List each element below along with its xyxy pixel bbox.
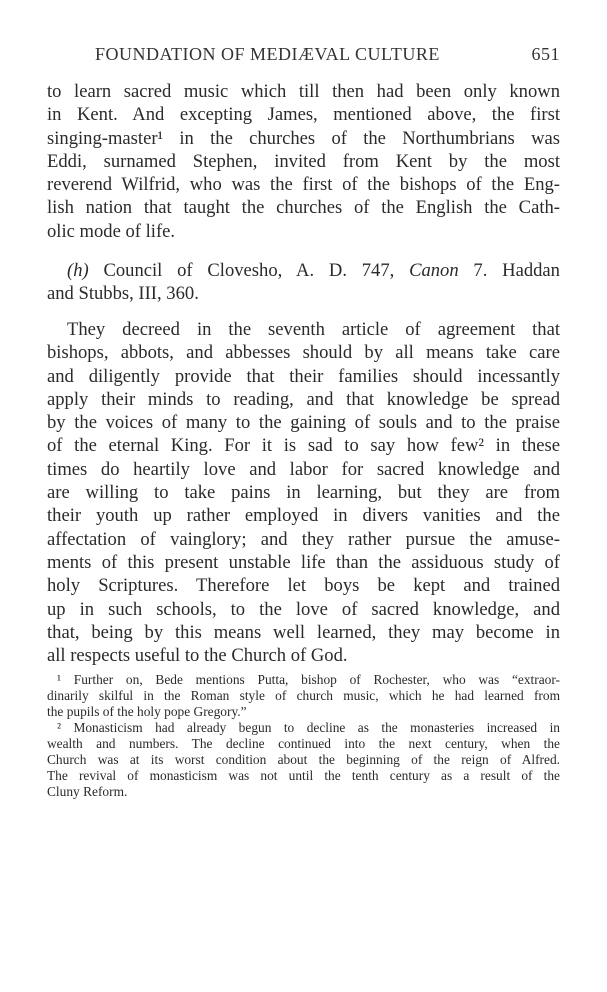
footnote-line: The revival of monasticism was not until the tenth century as a result of the bbox=[47, 768, 560, 783]
text-line bbox=[47, 259, 560, 282]
text-line: times do heartily love and labor for sacred knowledge and bbox=[47, 458, 560, 480]
footnote-line: the pupils of the holy pope Gregory.” bbox=[47, 704, 247, 719]
footnote-line: dinarily skilful in the Roman style of church music, which he had learned from bbox=[47, 688, 560, 703]
text-line: reverend Wilfrid, who was the first of the bishops of the Eng- bbox=[47, 174, 560, 196]
paragraph-2-source bbox=[47, 259, 560, 306]
canon-label: Canon bbox=[409, 260, 459, 281]
text-line: ments of this present unstable life than the assiduous study of bbox=[47, 551, 560, 573]
text-line: apply their minds to reading, and that knowledge be spread bbox=[47, 388, 560, 410]
text-line: singing-master¹ in the churches of the Northumbrians was bbox=[47, 127, 560, 149]
paragraph-1 bbox=[47, 80, 560, 243]
section-label: (h) bbox=[67, 260, 89, 281]
footnote-line: ¹ Further on, Bede mentions Putta, bishop of Rochester, who was “extraor- bbox=[57, 672, 560, 687]
text-line: holy Scriptures. Therefore let boys be kept and trained bbox=[47, 575, 560, 597]
running-title: FOUNDATION OF MEDIÆVAL CULTURE bbox=[95, 44, 440, 64]
text-line: olic mode of life. bbox=[47, 220, 176, 242]
text-line: their youth up rather employed in divers vanities and the bbox=[47, 505, 560, 527]
footnote-1 bbox=[47, 672, 560, 720]
text-line: and diligently provide that their families should incessantly bbox=[47, 365, 560, 387]
source-text: Council of Clovesho, A. D. 747, bbox=[88, 260, 410, 281]
footnote-line: Church was at its worst condition about the beginning of the reign of Alfred. bbox=[47, 752, 560, 767]
text-line: bishops, abbots, and abbesses should by all means take care bbox=[47, 342, 560, 364]
text-line: all respects useful to the Church of God. bbox=[47, 645, 348, 667]
text-line: up in such schools, to the love of sacred knowledge, and bbox=[47, 598, 560, 620]
text-line: and Stubbs, III, 360. bbox=[47, 283, 199, 305]
text-line: lish nation that taught the churches of the English the Cath- bbox=[47, 197, 560, 219]
text-line: by the voices of many to the gaining of souls and to the praise bbox=[47, 412, 560, 434]
text-line: Eddi, surnamed Stephen, invited from Kent by the most bbox=[47, 150, 560, 172]
footnote-line: ² Monasticism had already begun to decline as the monasteries increased in bbox=[57, 720, 560, 735]
text-line: are willing to take pains in learning, but they are from bbox=[47, 482, 560, 504]
footnote-line: Cluny Reform. bbox=[47, 784, 128, 799]
footnote-line: wealth and numbers. The decline continued into the next century, when the bbox=[47, 736, 560, 751]
source-text: 7. Haddan bbox=[458, 260, 560, 281]
text-line: affectation of vainglory; and they rather pursue the amuse- bbox=[47, 528, 560, 550]
paragraph-3 bbox=[47, 318, 560, 667]
text-line: to learn sacred music which till then had been only known bbox=[47, 81, 560, 102]
running-header bbox=[95, 44, 560, 65]
text-line: They decreed in the seventh article of agreement that bbox=[67, 319, 560, 340]
text-line: of the eternal King. For it is sad to say how few² in these bbox=[47, 435, 560, 457]
text-line: in Kent. And excepting James, mentioned above, the first bbox=[47, 104, 560, 126]
text-line: that, being by this means well learned, they may become in bbox=[47, 621, 560, 643]
footnote-2 bbox=[47, 720, 560, 800]
page-number: 651 bbox=[531, 44, 560, 64]
